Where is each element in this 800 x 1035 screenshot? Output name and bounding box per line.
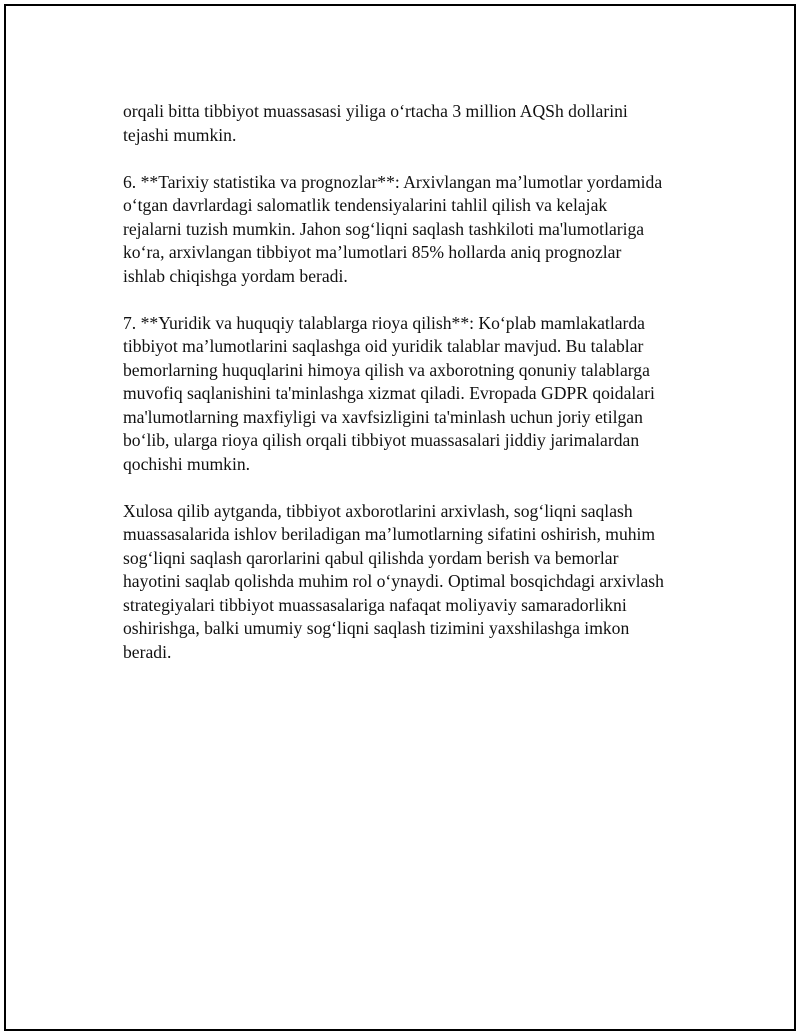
paragraph-historical-statistics: 6. **Tarixiy statistika va prognozlar**: Arxivlangan ma’lumotlar yordamida o‘tgan davrlardagi salomatlik tendensiyalarini tahlil qilish va kelajak rejalarni tuzish mumkin. Jahon sog‘liqni saqlash tashkiloti ma'lumotlariga ko‘ra, arxivlangan tibbiyot ma’lumotlari 85% hollarda aniq prognozlar ishlab chiqishga yordam beradi. <box>123 171 663 286</box>
page-frame <box>4 4 796 1031</box>
paragraph-continuation: orqali bitta tibbiyot muassasasi yiliga o‘rtacha 3 million AQSh dollarini tejashi mumkin. <box>123 101 628 145</box>
paragraph-legal-requirements: 7. **Yuridik va huquqiy talablarga rioya qilish**: Ko‘plab mamlakatlarda tibbiyot ma’lumotlarini saqlashga oid yuridik talablar mavjud. Bu talablar bemorlarning huquqlarini himoya qilish va axborotning qonuniy talablarga muvofiq saqlanishini ta'minlashga xizmat qiladi. Evropada GDPR qoidalari ma'lumotlarning maxfiyligi va xavfsizligini ta'minlash uchun joriy etilgan bo‘lib, ularga rioya qilish orqali tibbiyot muassasalari jiddiy jarimalardan qochishi mumkin. <box>123 312 655 474</box>
document-body <box>123 100 723 688</box>
paragraph-conclusion: Xulosa qilib aytganda, tibbiyot axborotlarini arxivlash, sog‘liqni saqlash muassasalarida ishlov beriladigan ma’lumotlarning sifatini oshirish, muhim sog‘liqni saqlash qarorlarini qabul qilishda yordam berish va bemorlar hayotini saqlab qolishda muhim rol o‘ynaydi. Optimal bosqichdagi arxivlash strategiyalari tibbiyot muassasalariga nafaqat moliyaviy samaradorlikni oshirishga, balki umumiy sog‘liqni saqlash tizimini yaxshilashga imkon beradi. <box>123 500 664 662</box>
